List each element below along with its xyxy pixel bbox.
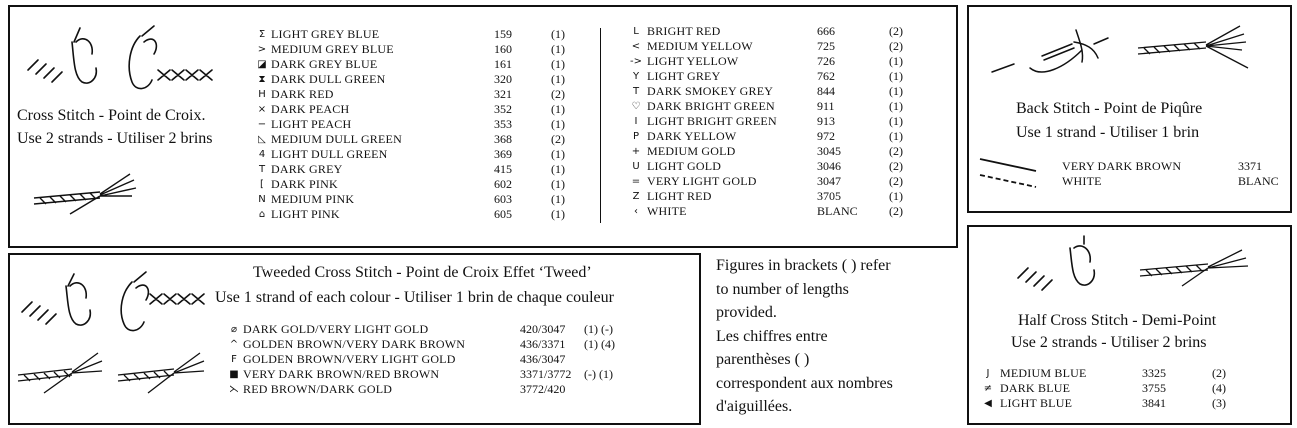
legend-count: (1) [889,114,903,128]
legend-name: MEDIUM GOLD [647,144,736,158]
legend-count: (2) [889,159,903,173]
legend-symbol: ≠ [983,383,993,394]
legend-code: 321 [494,87,512,101]
legend-row [625,189,919,204]
legend-code: 3772/420 [520,382,566,396]
lengths-note [716,254,956,419]
legend-code: 161 [494,57,512,71]
legend-code: 3046 [817,159,841,173]
legend-symbol: × [257,104,267,115]
legend-name: LIGHT BRIGHT GREEN [647,114,777,128]
legend-symbol: + [631,146,641,157]
legend-count: (2) [551,87,565,101]
legend-row [625,144,919,159]
legend-count: (1) [889,189,903,203]
legend-count: (3) [1212,396,1226,410]
legend-symbol: ⌀ [230,324,238,335]
note-line: correspondent aux nombres [716,374,893,392]
legend-row [253,192,581,207]
legend-row [976,366,1242,381]
legend-row [625,204,919,219]
legend-row [253,27,581,42]
legend-code: BLANC [1238,174,1279,188]
legend-count: (1) [551,102,565,116]
legend-name: RED BROWN/DARK GOLD [243,382,393,396]
legend-code: 368 [494,132,512,146]
half-cross-floss-illustration [1138,244,1278,294]
legend-count: (2) [1212,366,1226,380]
legend-symbol: ⧗ [258,74,266,85]
legend-symbol: ⋋ [229,384,239,395]
legend-symbol: F [231,354,237,365]
legend-count: (1) (-) [584,322,613,336]
legend-count: (1) [551,72,565,86]
legend-code: 3047 [817,174,841,188]
legend-symbol: -> [630,56,642,67]
legend-name: LIGHT RED [647,189,712,203]
legend-code: 844 [817,84,835,98]
legend-count: (2) [551,132,565,146]
cross-stitch-legend-left [253,27,581,222]
legend-count: (1) [551,177,565,191]
legend-row [1062,174,1288,189]
legend-symbol: Y [632,71,640,82]
legend-row [253,57,581,72]
cross-stitch-caption-line2: Use 2 strands - Utiliser 2 brins [17,130,213,147]
legend-count: (1) [551,192,565,206]
legend-row [1062,159,1288,174]
legend-name: WHITE [647,204,687,218]
legend-code: 3705 [817,189,841,203]
legend-name: MEDIUM DULL GREEN [271,132,402,146]
legend-code: 911 [817,99,835,113]
legend-count: (1) [889,69,903,83]
legend-name: LIGHT GREY BLUE [271,27,380,41]
legend-name: LIGHT BLUE [1000,396,1073,410]
legend-symbol: N [258,194,266,205]
legend-row [253,147,581,162]
legend-code: 436/3371 [520,337,566,351]
legend-symbol: H [258,89,266,100]
note-line: provided. [716,304,777,321]
legend-count: (1) [551,162,565,176]
legend-code: 3371/3772 [520,367,572,381]
legend-symbol: L [633,26,639,37]
legend-symbol: P [632,131,640,142]
legend-count: (1) [551,42,565,56]
legend-symbol: 4 [258,149,266,160]
legend-count [584,382,634,397]
legend-count: (1) [889,84,903,98]
back-stitch-floss-illustration [1136,22,1276,74]
legend-row [625,84,919,99]
legend-symbol: ⌂ [258,209,266,220]
legend-row [253,42,581,57]
legend-row [253,177,581,192]
tweed-needle-illustration [16,268,216,340]
tweed-subtitle: Use 1 strand of each colour - Utiliser 1 brin de chaque couleur [215,289,614,306]
legend-symbol: < [631,41,641,52]
legend-code: 3755 [1142,381,1166,395]
half-cross-needle-illustration [1012,232,1112,296]
floss-strands-illustration [30,168,140,218]
legend-name: DARK PEACH [271,102,350,116]
legend-name: DARK BLUE [1000,381,1071,395]
legend-count: (1) [889,54,903,68]
legend-name: DARK DULL GREEN [271,72,386,86]
back-stitch-line-samples [978,155,1040,195]
note-line: Les chiffres entre [716,327,828,345]
legend-name: GOLDEN BROWN/VERY LIGHT GOLD [243,352,456,366]
legend-name: DARK PINK [271,177,338,191]
legend-count [584,352,634,367]
legend-symbol: − [257,119,267,130]
legend-row [253,117,581,132]
legend-row [625,54,919,69]
legend-code: 762 [817,69,835,83]
legend-symbol: ■ [229,369,239,380]
legend-row [253,132,581,147]
legend-count: (4) [1212,381,1226,395]
legend-name: VERY LIGHT GOLD [647,174,757,188]
legend-name: WHITE [1062,174,1102,188]
legend-name: MEDIUM BLUE [1000,366,1087,380]
legend-name: MEDIUM YELLOW [647,39,753,53]
legend-symbol: T [258,164,266,175]
legend-name: DARK SMOKEY GREY [647,84,774,98]
legend-name: BRIGHT RED [647,24,721,38]
legend-code: 369 [494,147,512,161]
legend-count: (2) [889,24,903,38]
legend-name: DARK BRIGHT GREEN [647,99,775,113]
legend-count: (1) [889,99,903,113]
half-cross-caption-line1: Half Cross Stitch - Demi-Point [1018,312,1217,329]
legend-symbol: = [631,176,641,187]
legend-symbol: ◪ [257,59,267,70]
legend-name: MEDIUM GREY BLUE [271,42,394,56]
legend-symbol: ◺ [258,134,266,145]
legend-name: GOLDEN BROWN/VERY DARK BROWN [243,337,466,351]
legend-name: DARK GOLD/VERY LIGHT GOLD [243,322,429,336]
legend-name: DARK GREY [271,162,343,176]
legend-row [225,352,634,367]
legend-count: (2) [889,144,903,158]
legend-name: LIGHT PINK [271,207,340,221]
legend-code: 320 [494,72,512,86]
legend-name: LIGHT GREY [647,69,721,83]
legend-count: (1) (4) [584,337,615,351]
legend-code: 3045 [817,144,841,158]
tweed-floss-illustration [14,345,214,407]
legend-code: 353 [494,117,512,131]
legend-name: DARK YELLOW [647,129,737,143]
legend-divider [600,28,601,223]
half-cross-caption-line2: Use 2 strands - Utiliser 2 brins [1011,334,1207,351]
legend-row [225,382,634,397]
legend-name: LIGHT PEACH [271,117,352,131]
legend-code: 972 [817,129,835,143]
legend-code: 605 [494,207,512,221]
legend-code: 159 [494,27,512,41]
back-stitch-legend [1062,159,1288,189]
legend-code: 3841 [1142,396,1166,410]
legend-symbol: I [634,116,638,127]
legend-count: (-) (1) [584,367,613,381]
back-stitch-caption-line1: Back Stitch - Point de Piqûre [1016,100,1203,117]
legend-count: (1) [551,57,565,71]
legend-symbol: [ [260,179,264,190]
legend-symbol: ♡ [631,101,641,112]
note-line: parenthèses ( ) [716,351,810,368]
tweed-title: Tweeded Cross Stitch - Point de Croix Effet ‘Tweed’ [253,264,592,281]
legend-symbol: ^ [229,339,239,350]
legend-code: 602 [494,177,512,191]
note-line: d'aiguillées. [716,398,793,415]
legend-code: 666 [817,24,835,38]
legend-row [625,114,919,129]
cross-stitch-needle-illustration [22,20,232,100]
legend-code: 420/3047 [520,322,566,336]
legend-row [625,24,919,39]
legend-row [625,159,919,174]
note-line: to number of lengths [716,280,849,298]
legend-name: MEDIUM PINK [271,192,355,206]
legend-name: VERY DARK BROWN/RED BROWN [243,367,440,381]
legend-code: 603 [494,192,512,206]
legend-code: BLANC [817,204,858,218]
legend-row [225,367,634,382]
legend-row [976,396,1242,411]
legend-name: LIGHT DULL GREEN [271,147,388,161]
legend-row [253,72,581,87]
legend-row [625,39,919,54]
legend-code: 3371 [1238,159,1262,173]
tweed-legend [225,322,634,397]
note-line: Figures in brackets ( ) refer [716,257,891,274]
legend-row [253,207,581,222]
legend-row [625,129,919,144]
legend-symbol: Z [632,191,640,202]
legend-count: (1) [889,129,903,143]
legend-code: 415 [494,162,512,176]
legend-count: (1) [551,117,565,131]
back-stitch-needle-illustration [990,22,1130,84]
legend-symbol: ◀ [984,398,992,409]
legend-count: (1) [551,147,565,161]
legend-count: (2) [889,39,903,53]
legend-count: (1) [551,27,565,41]
legend-count: (2) [889,174,903,188]
legend-code: 160 [494,42,512,56]
legend-code: 725 [817,39,835,53]
legend-row [976,381,1242,396]
legend-symbol: U [632,161,640,172]
legend-symbol: Σ [258,29,266,40]
legend-count: (2) [889,204,903,218]
legend-row [225,322,634,337]
back-stitch-caption-line2: Use 1 strand - Utiliser 1 brin [1016,124,1200,141]
legend-symbol: > [257,44,267,55]
half-cross-legend [976,366,1242,411]
legend-row [625,99,919,114]
legend-count: (1) [551,207,565,221]
legend-code: 352 [494,102,512,116]
legend-name: LIGHT YELLOW [647,54,739,68]
legend-symbol: ‹ [634,206,638,217]
legend-code: 436/3047 [520,352,566,366]
legend-code: 726 [817,54,835,68]
legend-code: 3325 [1142,366,1166,380]
legend-row [253,102,581,117]
legend-name: LIGHT GOLD [647,159,722,173]
legend-row [625,174,919,189]
legend-name: VERY DARK BROWN [1062,159,1182,173]
legend-symbol: T [632,86,640,97]
legend-row [225,337,634,352]
legend-symbol: J [986,368,990,379]
legend-code: 913 [817,114,835,128]
legend-row [625,69,919,84]
legend-row [253,162,581,177]
legend-name: DARK RED [271,87,334,101]
cross-stitch-caption-line1: Cross Stitch - Point de Croix. [17,107,206,124]
legend-row [253,87,581,102]
cross-stitch-legend-right [625,24,919,219]
legend-name: DARK GREY BLUE [271,57,378,71]
